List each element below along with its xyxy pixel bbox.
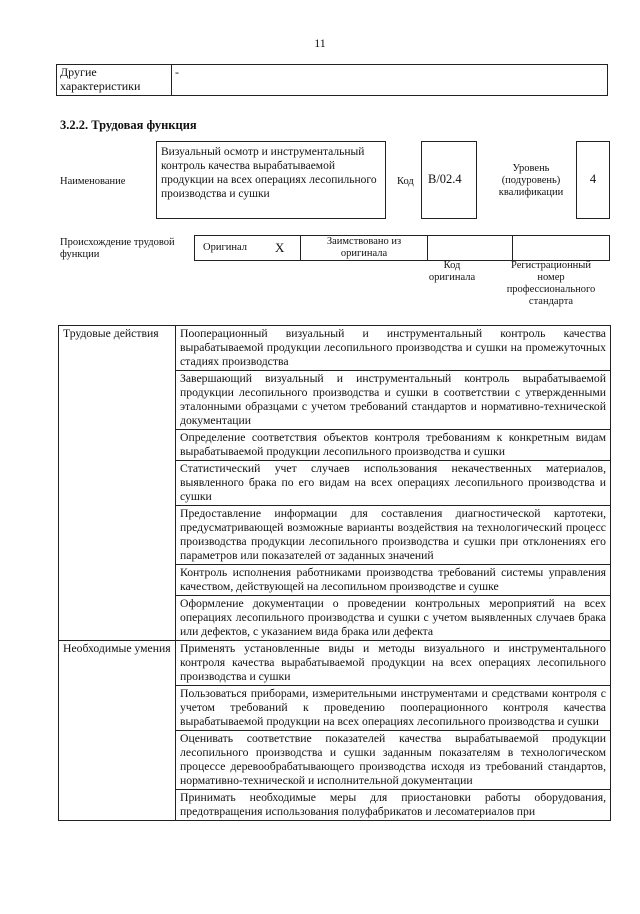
other-characteristics-label: Другие характеристики xyxy=(57,65,172,96)
labor-action-item: Определение соответствия объектов контроля требованиям к конкретным видам вырабатываемой продукции лесопильного производства и сушки xyxy=(176,430,611,461)
code-original-cell xyxy=(428,236,513,261)
required-skill-item: Применять установленные виды и методы визуального и инструментального контроля качества вырабатываемой продукции на всех операциях лесопильного производства и сушки xyxy=(176,641,611,686)
original-label: Оригинал xyxy=(195,236,273,261)
labor-action-item: Статистический учет случаев использования некачественных материалов, выявленного брака по его видам на всех операциях лесопильного производства и сушки xyxy=(176,461,611,506)
name-label: Наименование xyxy=(60,176,126,187)
level-label: Уровень (подуровень) квалификации xyxy=(498,163,564,198)
code-label: Код xyxy=(397,176,414,187)
labor-actions-label: Трудовые действия xyxy=(59,326,176,641)
required-skill-item: Принимать необходимые меры для приостановки работы оборудования, предотвращения использования полуфабрикатов и лесоматериалов при xyxy=(176,790,611,821)
origin-table xyxy=(194,235,610,261)
reg-number-cell xyxy=(513,236,610,261)
required-skill-item: Оценивать соответствие показателей качества вырабатываемой продукции лесопильного производства и сушки заданным показателям в технологическом процессе деревообрабатывающего производства исходя из требований стандартов, нормативно-технической и исполнительной документации xyxy=(176,731,611,790)
labor-action-item: Предоставление информации для составления диагностической картотеки, предусматривающей возможные варианты воздействия на технологический процесс производства продукции лесопильного производства и сушки при отклонениях его параметров или показателей от заданных значений xyxy=(176,506,611,565)
reg-number-caption: Регистрационный номер профессионального стандарта xyxy=(506,260,596,307)
function-details-table xyxy=(58,325,611,821)
code-value-box: B/02.4 xyxy=(421,141,477,219)
origin-label: Происхождение трудовой функции xyxy=(60,237,175,260)
level-value-box: 4 xyxy=(576,141,610,219)
labor-action-item: Пооперационный визуальный и инструментальный контроль качества вырабатываемой продукции лесопильного производства и сушки на промежуточных стадиях производства xyxy=(176,326,611,371)
borrowed-label: Заимствовано из оригинала xyxy=(301,236,428,261)
code-original-caption: Код оригинала xyxy=(428,260,476,283)
required-skills-label: Необходимые умения xyxy=(59,641,176,821)
labor-action-item: Оформление документации о проведении контрольных мероприятий на всех операциях лесопильного производства и сушки с учетом выявленных случаев брака или дефектов, с указанием вида брака или дефекта xyxy=(176,596,611,641)
section-title: 3.2.2. Трудовая функция xyxy=(60,118,197,132)
other-characteristics-table xyxy=(56,64,608,96)
original-mark: X xyxy=(272,236,301,261)
labor-action-item: Завершающий визуальный и инструментальный контроль вырабатываемой продукции лесопильного производства и сушки в соответствии с утвержденными эталонными образцами с учетом требований стандартов и нормативно-технической документации xyxy=(176,371,611,430)
page-number: 11 xyxy=(314,36,326,50)
function-name-box: Визуальный осмотр и инструментальный контроль качества вырабатываемой продукции на всех операциях лесопильного производства и сушки xyxy=(156,141,386,219)
labor-action-item: Контроль исполнения работниками производства требований системы управления качеством, действующей на лесопильном производстве и сушке xyxy=(176,565,611,596)
required-skill-item: Пользоваться приборами, измерительными инструментами и средствами контроля с учетом требований к проведению пооперационного контроля качества вырабатываемой продукции на всех операциях лесопильного производства и сушки xyxy=(176,686,611,731)
other-characteristics-value: - xyxy=(172,65,608,96)
